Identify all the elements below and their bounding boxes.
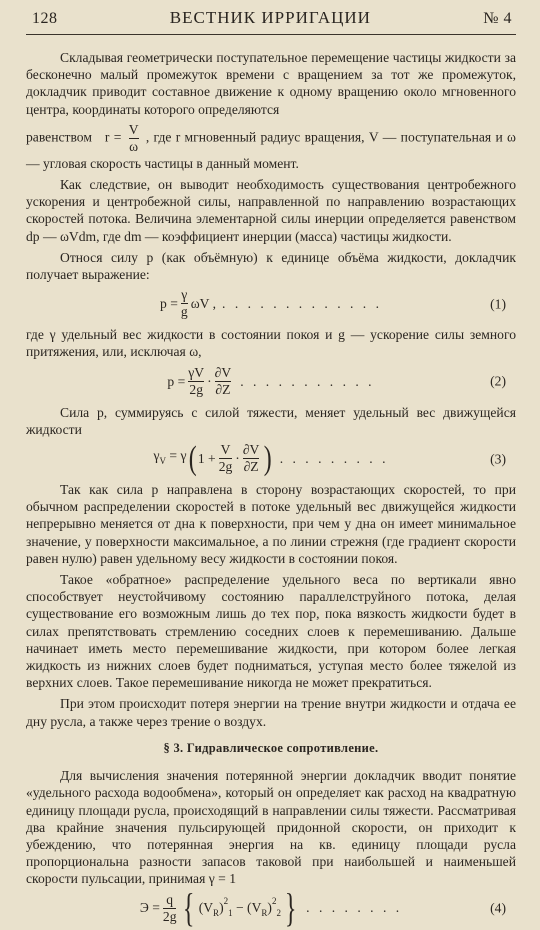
equation-1-number: (1) — [490, 296, 506, 312]
page-header — [26, 8, 516, 32]
paragraph-2: Как следствие, он выводит необходимость существования центробежного ускорения и центробежной силы, направленной по направлению возрастающих скоростей потока. Величина элементарной силы инерции определяется равенством dp — ωVdm, где dm — коэффициент инерции (масса) частицы жидкости. — [26, 177, 516, 244]
paragraph-4: где γ удельный вес жидкости в состоянии покоя и g — ускорение силы земного притяжения, или, исключая ω, — [26, 327, 516, 360]
paragraph-3: Относя силу p (как объёмную) к единице объёма жидкости, докладчик получает выражение: — [26, 249, 516, 283]
section-heading: § 3. Гидравлическое сопротивление. — [163, 740, 379, 755]
equation-3-number: (3) — [490, 450, 506, 466]
paragraph-6: Так как сила p направлена в сторону возрастающих скоростей, то при обычном распределении скоростей в потоке удельный вес движущейся жидкости непрерывно меняется от дна к поверхности, при чем у дна он имеет минимальное значение, у поверхности максимальное, а по линии стрежня (где градиент скорости равен нулю) равен удельному весу жидкости в состоянии покоя. — [26, 482, 516, 566]
paragraph-1: Складывая геометрически поступательное перемещение частицы жидкости за бесконечно малый промежуток времени с вращением за тот же промежуток, докладчик приводит составное движение к одному вращению около мгновенного центра, координаты которого определяются — [26, 50, 516, 117]
formula-r: $\frac{V}{\omega}$ — [128, 121, 139, 154]
issue-number: № 4 — [483, 10, 512, 27]
page-number: 128 — [32, 10, 58, 27]
equation-2-number: (2) — [490, 373, 506, 389]
header-rule — [26, 34, 516, 35]
equation-4: Э = $\frac{q}{2g}$ { $(V_R)^2_1 - (V_R)^2_2$ } . . . . . . . . (4) — [139, 885, 506, 930]
paragraph-5: Сила p, суммируясь с силой тяжести, меняет удельный вес движущейся жидкости — [26, 404, 516, 437]
equation-2: p = $\frac{\gamma V}{2g}$ · $\frac{\partial V}{\partial Z}$ . . . . . . . . . . . (2) — [167, 364, 506, 397]
paragraph-9: Для вычисления значения потерянной энергии докладчик вводит понятие «удельного расхода водообмена», который он определяет как расход на квадратную единицу площади русла, происходящий в направлении силы тяжести. Рассматривая два крайние значения пульсирующей придонной скорости, он приходит к убеждению, что потерянная энергия на кв. единицу площади русла пропорциональна разности запасов таковой при наибольшей и наименьшей скорости пульсации, принимая γ = 1 — [26, 768, 516, 887]
equation-1: p = $\frac{\gamma}{g}$ ωV , . . . . . . . . . . . . . (1) — [160, 287, 506, 320]
equation-4-number: (4) — [490, 900, 506, 916]
journal-title: ВЕСТНИК ИРРИГАЦИИ — [169, 8, 371, 27]
paragraph-8: При этом происходит потеря энергии на трение внутри жидкости и отдача ее дну русла, а также через трение о воздух. — [26, 696, 516, 729]
article-body — [26, 49, 516, 930]
equation-3: $\gamma_V = \gamma$ ( 1 + $\frac{V}{2g}$ · $\frac{\partial V}{\partial Z}$ ) . . . . . . . . . (3) — [153, 439, 506, 477]
paragraph-1-continued: равенством r = $\frac{V}{\omega}$ , где r мгновенный радиус вращения, V — поступательная и ω — угловая скорость частицы в данный момент. — [26, 121, 516, 171]
paragraph-7: Такое «обратное» распределение удельного веса по вертикали явно способствует неустойчивому состоянию параллелструйного потока, делая существование его возможным лишь до тех пор, пока вязкость жидкости будет в силах препятствовать стремлению соседних слоев к перемешиванию. Дальше начинает иметь место перемешивание жидкости, при котором более легкая жидкость из нижних слоев будет подниматься, уступая место более тяжелой из верхних слоев. Такое перемешивание никогда не может прекратиться. — [26, 572, 516, 691]
